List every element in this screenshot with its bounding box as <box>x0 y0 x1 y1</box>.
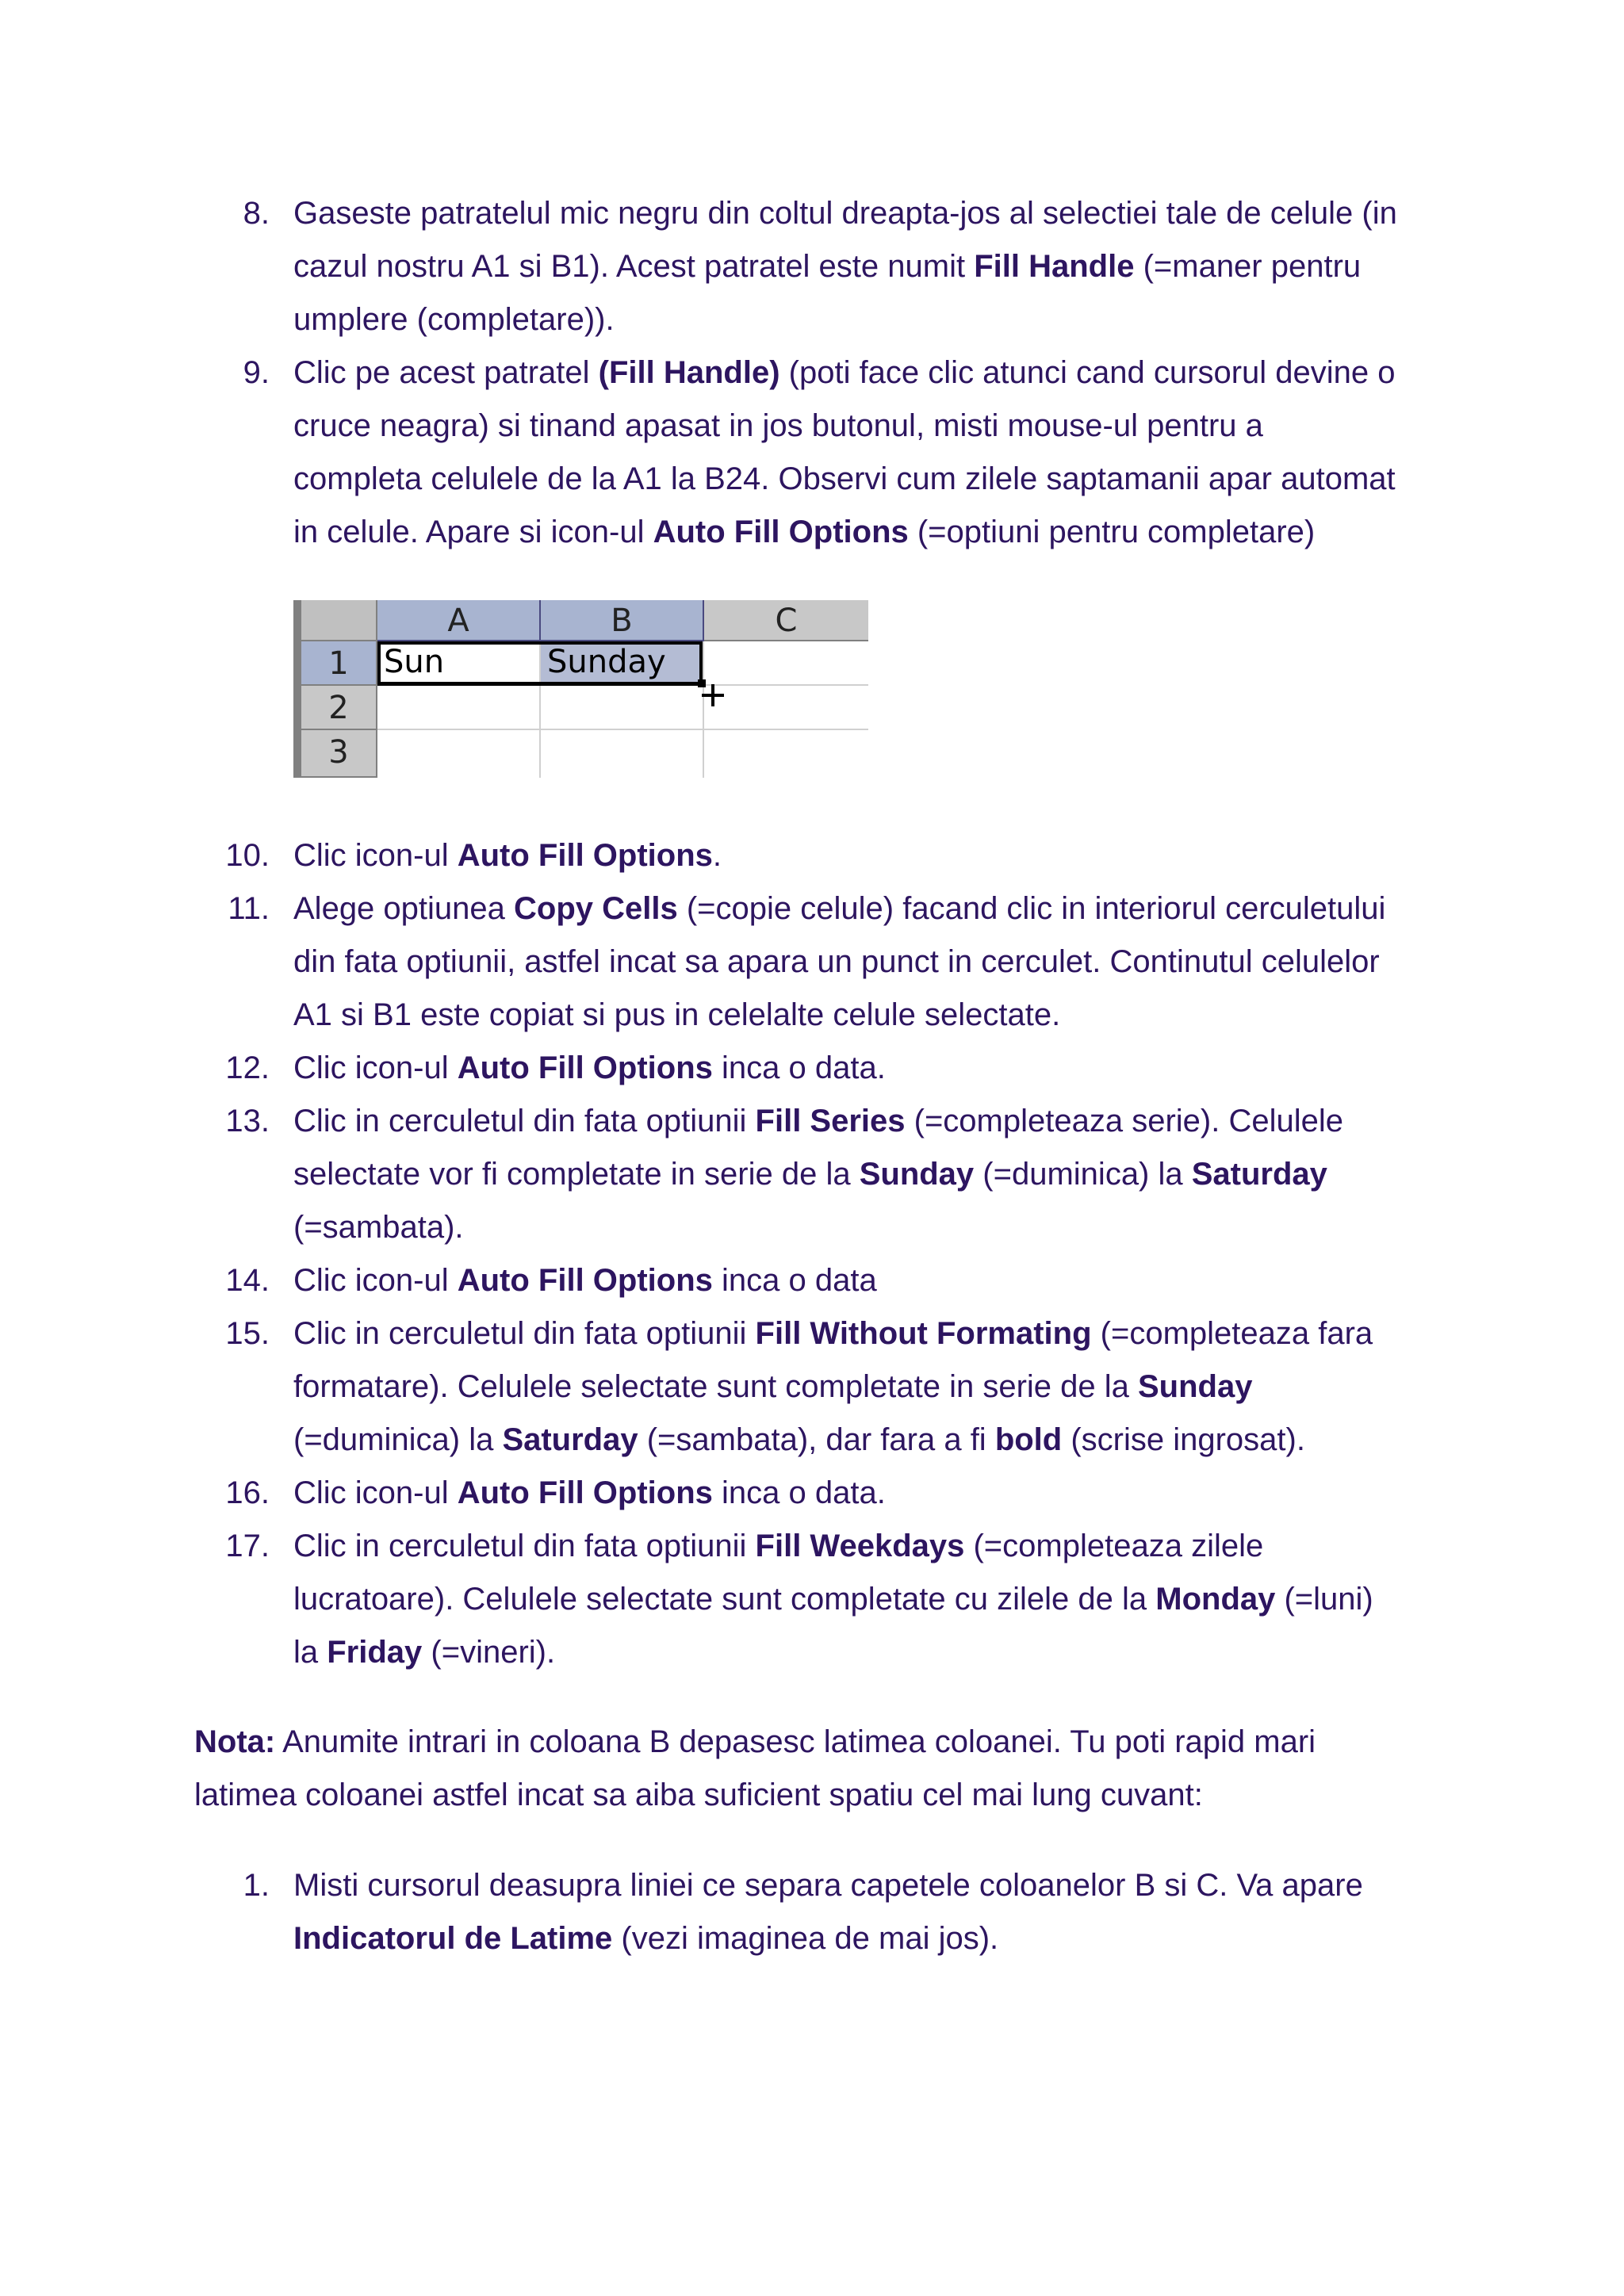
bold-term: Saturday <box>502 1422 638 1457</box>
list-item-line <box>293 1042 886 1095</box>
text-run: (=duminica) la <box>974 1157 1192 1192</box>
list-item-line <box>293 989 1060 1042</box>
bold-term: Fill Weekdays <box>755 1529 965 1563</box>
list-item-line <box>293 882 1385 936</box>
text-run: Clic pe acest patratel <box>293 355 599 390</box>
bold-term: Friday <box>327 1635 423 1670</box>
text-run: Clic icon-ul <box>293 838 458 873</box>
text-run: (scrise ingrosat). <box>1062 1422 1305 1457</box>
text-run: (=completeaza fara <box>1091 1316 1373 1351</box>
cell-a3 <box>377 730 541 778</box>
bold-term: Fill Handle <box>974 249 1135 284</box>
text-run: Clic icon-ul <box>293 1475 458 1510</box>
list-item-number: 9. <box>243 355 270 390</box>
cell-b2 <box>541 686 704 730</box>
list-item-line <box>293 1254 877 1307</box>
text-run: (=copie celule) facand clic in interiorul cerculetului <box>677 891 1386 926</box>
text-run: formatare). Celulele selectate sunt completate in serie de la <box>293 1369 1138 1404</box>
cell-c2 <box>704 686 868 730</box>
bold-term: Auto Fill Options <box>653 515 909 549</box>
list-item-number: 15. <box>225 1316 270 1351</box>
text-run: A1 si B1 este copiat si pus in celelalte celule selectate. <box>293 997 1061 1032</box>
list-item-number: 17. <box>225 1529 270 1563</box>
list-item-line <box>293 1201 464 1254</box>
list-item-line <box>293 1414 1305 1467</box>
list-item-line <box>293 1467 886 1520</box>
fill-handle[interactable] <box>698 679 706 687</box>
column-header-c: C <box>704 600 868 641</box>
bold-term: Auto Fill Options <box>457 838 713 873</box>
selection-outline <box>377 641 703 686</box>
bold-term: Sunday <box>859 1157 975 1192</box>
text-run: (=completeaza serie). Celulele <box>905 1104 1343 1138</box>
text-run: cruce neagra) si tinand apasat in jos butonul, misti mouse-ul pentru a <box>293 408 1263 443</box>
text-run: (=maner pentru <box>1134 249 1362 284</box>
list-item-line <box>293 1307 1373 1360</box>
list-item-line <box>293 1573 1373 1626</box>
text-run: Alege optiunea <box>293 891 515 926</box>
text-run: (=sambata), dar fara a fi <box>638 1422 995 1457</box>
list-item-line <box>293 1360 1252 1414</box>
list-item-line <box>293 1859 1363 1912</box>
list-item-line <box>293 506 1315 559</box>
bold-term: Nota: <box>194 1724 276 1759</box>
row-header-2: 2 <box>301 686 377 730</box>
text-run: Clic icon-ul <box>293 1263 458 1298</box>
text-run: (=vineri). <box>422 1635 556 1670</box>
bold-term: Indicatorul de Latime <box>293 1921 613 1956</box>
row-header-1: 1 <box>301 641 377 686</box>
text-run: Clic in cerculetul din fata optiunii <box>293 1529 756 1563</box>
select-all-corner <box>301 600 377 641</box>
text-run: lucratoare). Celulele selectate sunt completate cu zilele de la <box>293 1582 1156 1617</box>
list-item-number: 12. <box>225 1050 270 1085</box>
note-line <box>194 1769 1203 1822</box>
column-header-b: B <box>541 600 704 641</box>
list-item-number: 14. <box>225 1263 270 1298</box>
text-run: . <box>712 838 722 873</box>
text-run: Anumite intrari in coloana B depasesc latimea coloanei. Tu poti rapid mari <box>275 1724 1316 1759</box>
text-run: cazul nostru A1 si B1). Acest patratel este numit <box>293 249 975 284</box>
list-item-number: 1. <box>243 1868 270 1903</box>
list-item-line <box>293 1095 1343 1148</box>
list-item-line <box>293 1148 1327 1201</box>
list-item-line <box>293 400 1263 453</box>
text-run: inca o data <box>712 1263 877 1298</box>
text-run: inca o data. <box>712 1475 886 1510</box>
text-run: Clic in cerculetul din fata optiunii <box>293 1104 756 1138</box>
cell-b3 <box>541 730 704 778</box>
cell-a1: Sun <box>377 641 541 686</box>
text-run: Gaseste patratelul mic negru din coltul dreapta-jos al selectiei tale de celule (in <box>293 196 1397 231</box>
list-item-line <box>293 453 1396 506</box>
note-line <box>194 1716 1316 1769</box>
crosshair-cursor-icon-vertical <box>711 684 714 706</box>
text-run: (=completeaza zilele <box>964 1529 1264 1563</box>
cell-a2 <box>377 686 541 730</box>
bold-term: Auto Fill Options <box>457 1050 713 1085</box>
cell-b1: Sunday <box>541 641 704 686</box>
text-run: latimea coloanei astfel incat sa aiba suficient spatiu cel mai lung cuvant: <box>194 1777 1203 1812</box>
list-item-number: 8. <box>243 196 270 231</box>
list-item-line <box>293 1626 555 1679</box>
text-run: (=luni) <box>1275 1582 1373 1617</box>
bold-term: Auto Fill Options <box>457 1263 713 1298</box>
text-run: (vezi imaginea de mai jos). <box>612 1921 999 1956</box>
text-run: la <box>293 1635 327 1670</box>
bold-term: (Fill Handle) <box>598 355 780 390</box>
list-item-line <box>293 293 615 346</box>
list-item-line <box>293 1912 998 1965</box>
bold-term: Fill Without Formating <box>755 1316 1092 1351</box>
list-item-number: 11. <box>228 891 270 926</box>
list-item-line <box>293 346 1396 400</box>
list-item-line <box>293 187 1397 240</box>
bold-term: Copy Cells <box>514 891 678 926</box>
list-item-line <box>293 936 1380 989</box>
column-header-a: A <box>377 600 541 641</box>
bold-term: Sunday <box>1137 1369 1253 1404</box>
text-run: umplere (completare)). <box>293 302 615 337</box>
list-item-number: 16. <box>225 1475 270 1510</box>
text-run: din fata optiunii, astfel incat sa apara un punct in cerculet. Continutul celulelor <box>293 944 1380 979</box>
row-header-3: 3 <box>301 730 377 778</box>
text-run: Clic in cerculetul din fata optiunii <box>293 1316 756 1351</box>
text-run: selectate vor fi completate in serie de la <box>293 1157 860 1192</box>
text-run: in celule. Apare si icon-ul <box>293 515 653 549</box>
text-run: inca o data. <box>712 1050 886 1085</box>
list-item-number: 13. <box>225 1104 270 1138</box>
text-run: Misti cursorul deasupra liniei ce separa capetele coloanelor B si C. Va apare <box>293 1868 1363 1903</box>
cell-c3 <box>704 730 868 778</box>
text-run: (poti face clic atunci cand cursorul devine o <box>779 355 1396 390</box>
cell-c1 <box>704 641 868 686</box>
text-run: (=duminica) la <box>293 1422 503 1457</box>
spreadsheet-screenshot <box>293 600 868 778</box>
text-run: (=sambata). <box>293 1210 464 1245</box>
text-run: completa celulele de la A1 la B24. Observi cum zilele saptamanii apar automat <box>293 461 1396 496</box>
bold-term: Auto Fill Options <box>457 1475 713 1510</box>
bold-term: Fill Series <box>755 1104 906 1138</box>
sheet-left-border <box>293 600 301 778</box>
text-run: Clic icon-ul <box>293 1050 458 1085</box>
bold-term: Saturday <box>1191 1157 1327 1192</box>
bold-term: Monday <box>1155 1582 1276 1617</box>
bold-term: bold <box>994 1422 1063 1457</box>
list-item-line <box>293 240 1361 293</box>
text-run: (=optiuni pentru completare) <box>908 515 1316 549</box>
list-item-number: 10. <box>225 838 270 873</box>
list-item-line <box>293 829 722 882</box>
list-item-line <box>293 1520 1263 1573</box>
